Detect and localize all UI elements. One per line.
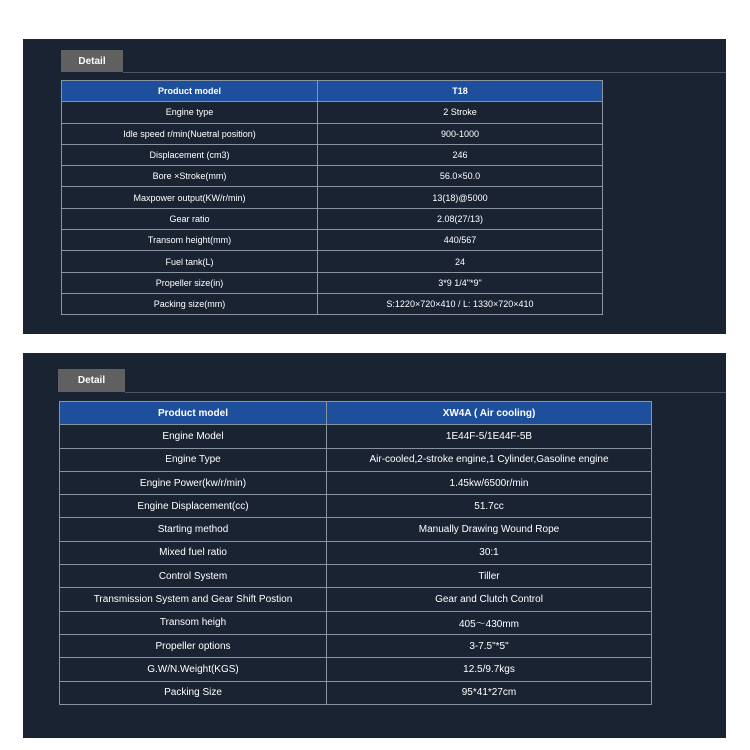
spec-value: 30:1 bbox=[327, 541, 652, 564]
spec-label: Transmission System and Gear Shift Postion bbox=[60, 588, 327, 611]
header-value: XW4A ( Air cooling) bbox=[327, 402, 652, 425]
table-row bbox=[60, 634, 652, 657]
table-row bbox=[60, 541, 652, 564]
spec-value: 2 Stroke bbox=[318, 102, 603, 123]
spec-value: 3*9 1/4"*9" bbox=[318, 272, 603, 293]
tab-divider bbox=[123, 72, 726, 73]
spec-label: Packing Size bbox=[60, 681, 327, 704]
spec-label: Engine Power(kw/r/min) bbox=[60, 471, 327, 494]
header-label: Product model bbox=[60, 402, 327, 425]
spec-value: S:1220×720×410 / L: 1330×720×410 bbox=[318, 293, 603, 314]
table-row bbox=[62, 208, 603, 229]
spec-label: Displacement (cm3) bbox=[62, 144, 318, 165]
table-row bbox=[62, 123, 603, 144]
spec-value: 12.5/9.7kgs bbox=[327, 658, 652, 681]
spec-value: 246 bbox=[318, 144, 603, 165]
spec-value: Air-cooled,2-stroke engine,1 Cylinder,Gasoline engine bbox=[327, 448, 652, 471]
spec-value: 56.0×50.0 bbox=[318, 166, 603, 187]
spec-value: 440/567 bbox=[318, 230, 603, 251]
table-row bbox=[62, 144, 603, 165]
spec-panel-t18 bbox=[23, 39, 726, 334]
header-value: T18 bbox=[318, 81, 603, 102]
table-row bbox=[60, 448, 652, 471]
spec-label: Propeller size(in) bbox=[62, 272, 318, 293]
spec-label: Idle speed r/min(Nuetral position) bbox=[62, 123, 318, 144]
spec-label: Starting method bbox=[60, 518, 327, 541]
spec-panel-xw4a bbox=[23, 353, 726, 738]
tab-divider bbox=[125, 392, 726, 393]
table-row bbox=[60, 518, 652, 541]
spec-label: Engine Model bbox=[60, 425, 327, 448]
table-row bbox=[60, 565, 652, 588]
header-label: Product model bbox=[62, 81, 318, 102]
tab-detail[interactable]: Detail bbox=[61, 50, 123, 72]
spec-value: 3-7.5"*5" bbox=[327, 634, 652, 657]
table-row bbox=[62, 102, 603, 123]
spec-label: Propeller options bbox=[60, 634, 327, 657]
table-row bbox=[60, 611, 652, 634]
table-header-row bbox=[60, 402, 652, 425]
spec-value: 51.7cc bbox=[327, 495, 652, 518]
spec-label: Engine type bbox=[62, 102, 318, 123]
spec-label: G.W/N.Weight(KGS) bbox=[60, 658, 327, 681]
spec-value: 2.08(27/13) bbox=[318, 208, 603, 229]
spec-label: Maxpower output(KW/r/min) bbox=[62, 187, 318, 208]
spec-table bbox=[59, 401, 652, 705]
spec-label: Bore ×Stroke(mm) bbox=[62, 166, 318, 187]
table-row bbox=[62, 230, 603, 251]
spec-value: 13(18)@5000 bbox=[318, 187, 603, 208]
spec-value: Manually Drawing Wound Rope bbox=[327, 518, 652, 541]
spec-label: Packing size(mm) bbox=[62, 293, 318, 314]
spec-label: Control System bbox=[60, 565, 327, 588]
spec-label: Mixed fuel ratio bbox=[60, 541, 327, 564]
table-row bbox=[62, 272, 603, 293]
spec-label: Fuel tank(L) bbox=[62, 251, 318, 272]
spec-value: 405～430mm bbox=[327, 611, 652, 634]
tab-detail[interactable]: Detail bbox=[58, 369, 125, 392]
spec-label: Transom heigh bbox=[60, 611, 327, 634]
spec-value: 1.45kw/6500r/min bbox=[327, 471, 652, 494]
table-row bbox=[62, 293, 603, 314]
table-row bbox=[62, 187, 603, 208]
table-row bbox=[60, 495, 652, 518]
table-row bbox=[60, 681, 652, 704]
spec-value: 95*41*27cm bbox=[327, 681, 652, 704]
table-row bbox=[60, 658, 652, 681]
spec-value: 1E44F-5/1E44F-5B bbox=[327, 425, 652, 448]
spec-value: Gear and Clutch Control bbox=[327, 588, 652, 611]
spec-label: Engine Type bbox=[60, 448, 327, 471]
table-row bbox=[62, 166, 603, 187]
table-row bbox=[60, 471, 652, 494]
table-row bbox=[60, 425, 652, 448]
table-row bbox=[62, 251, 603, 272]
spec-label: Engine Displacement(cc) bbox=[60, 495, 327, 518]
table-row bbox=[60, 588, 652, 611]
table-header-row bbox=[62, 81, 603, 102]
spec-value: 900-1000 bbox=[318, 123, 603, 144]
spec-value: 24 bbox=[318, 251, 603, 272]
spec-value: Tiller bbox=[327, 565, 652, 588]
spec-table bbox=[61, 80, 603, 315]
spec-label: Gear ratio bbox=[62, 208, 318, 229]
spec-label: Transom height(mm) bbox=[62, 230, 318, 251]
